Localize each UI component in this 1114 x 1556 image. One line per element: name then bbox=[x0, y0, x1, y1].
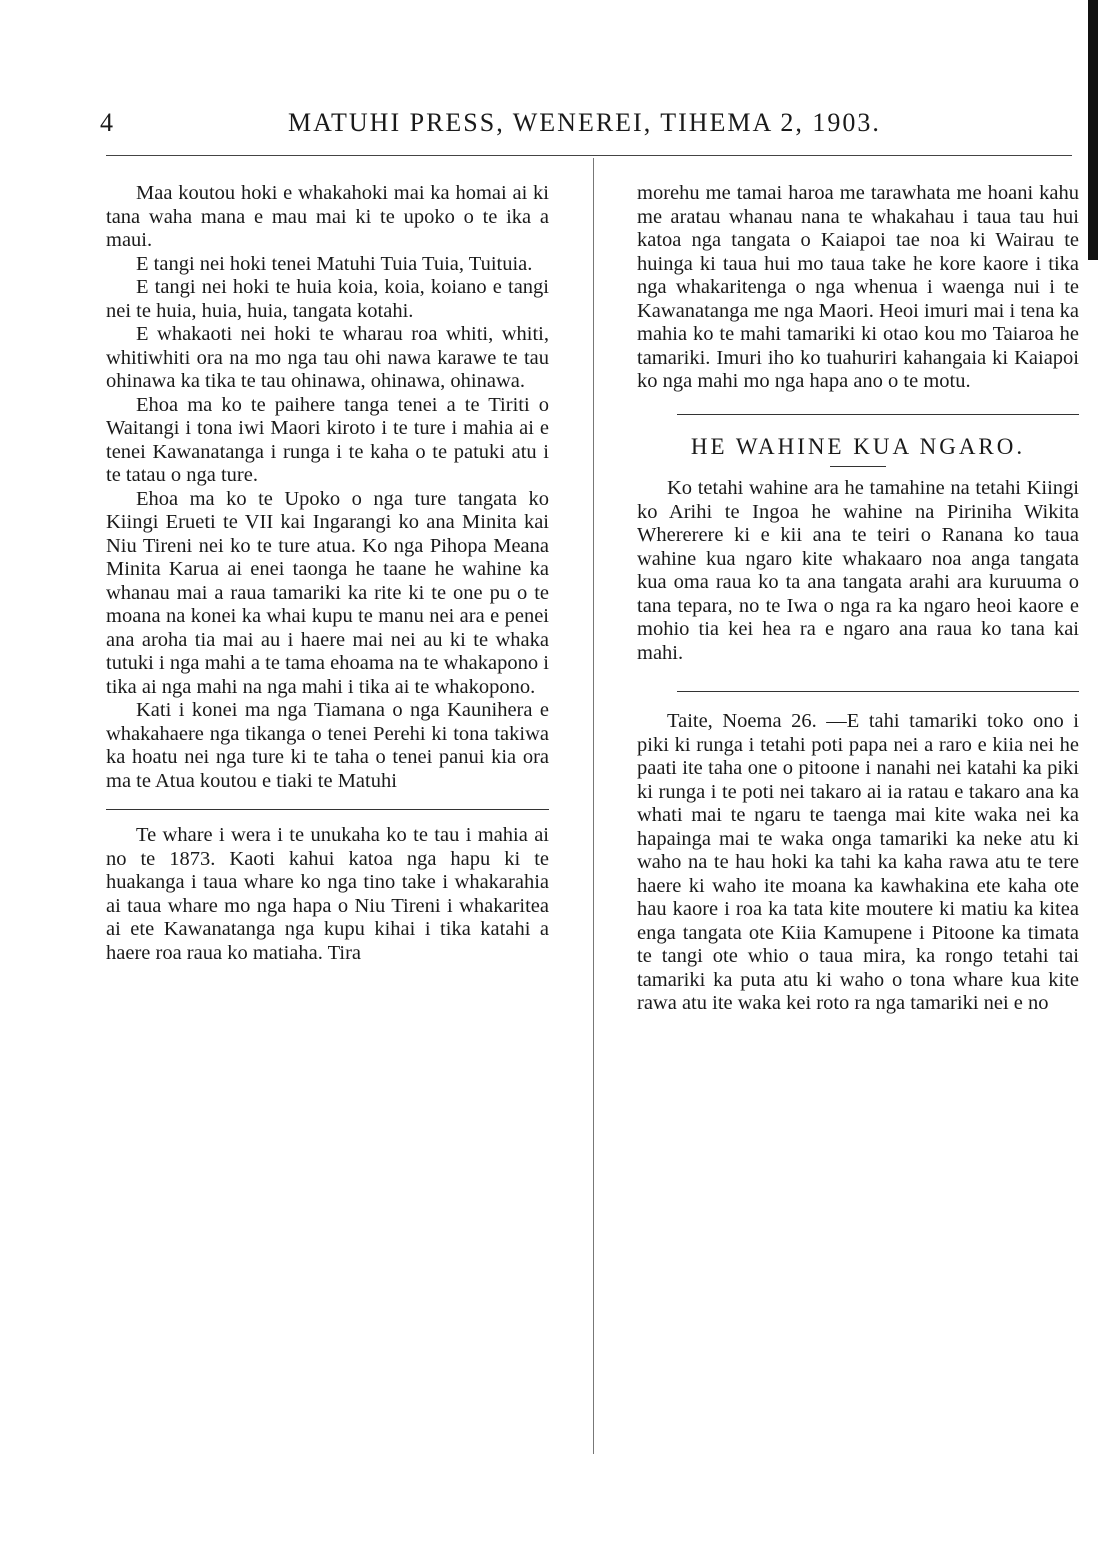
paragraph: Taite, Noema 26. —E tahi tamariki toko ono i piki ki runga i tetahi poti papa nei a raro e kiia nei he paati ite taha one o pitoone i nanahi nei katahi ka piki ki runga i te poti nei takaro ai ia ratau e takaro ana ka whati mai te ngaru te taenga mai kite waka nei ka hapainga mai te waka onga tamariki ka neke atu ki waho na te hau hoki ka tahi ka kaha rawa atu te tere haere ki waho ite moana ka kawhakina ete kaha ote hau kaore i roa ka tata kite moutere ki matiu ka kitea enga tangata ote Kiia Kamupene i Pitoone ka timata te tangi ote whio o taua mira, ka rongo tetahi tai tamariki ka puta atu ki waho o tona whare kua kite rawa atu ite waka kei roto ra nga tamariki nei e no bbox=[637, 710, 1079, 1014]
left-column bbox=[106, 182, 549, 965]
section-rule bbox=[677, 414, 1079, 415]
heading-rule bbox=[830, 466, 886, 467]
paragraph: Maa koutou hoki e whakahoki mai ka homai ai ki tana waha mana e mau mai ki te upoko o te ika a maui. bbox=[106, 182, 549, 251]
paragraph: Ehoa ma ko te paihere tanga tenei a te Tiriti o Waitangi i tona iwi Maori kiroto i te ture i mahia ai e tenei Kawanatanga i runga i te kaha o te patuki atu i te tatau o nga ture. bbox=[106, 393, 549, 486]
paragraph: Ko tetahi wahine ara he tamahine na tetahi Kiingi ko Arihi te Ingoa he wahine na Piriniha Wikita Whererere ki e kii ana te teiri o Ranana ko taua wahine kua ngaro kite whakaaro noa anga tangata kua oma raua ko ta ana tangata arahi ara kuruuma o tana tepara, no te Iwa o nga ra ka ngaro heoi kaore e mohio tia kei hea ra e ngaro ana raua ko tana kai mahi. bbox=[637, 477, 1079, 664]
article-heading: HE WAHINE KUA NGARO. bbox=[690, 433, 1026, 459]
section-rule bbox=[677, 691, 1079, 692]
section-rule bbox=[106, 809, 549, 810]
running-head: MATUHI PRESS, WENEREI, TIHEMA 2, 1903. bbox=[288, 108, 881, 137]
page-number: 4 bbox=[100, 108, 113, 137]
paragraph: morehu me tamai haroa me tarawhata me hoani kahu me aratau whanau nana te whakahau i taua tau hui katoa nga tangata o Kaiapoi tae noa ki Wairau te huinga ki taua hui mo taua take he kore kaore i tika nga whakaritenga o nga whenua i waenga nui i te Kawanatanga me nga Maori. Heoi imuri mai i tena ka mahia ko te mahi tamariki ki otao kou mo Taiaroa he tamariki. Imuri iho ko tuahuriri kahangaia ki Kaiapoi ko nga mahi mo nga hapa ano o te motu. bbox=[637, 182, 1079, 392]
header-rule bbox=[106, 155, 1072, 156]
paragraph: E whakaoti nei hoki te wharau roa whiti, whiti, whitiwhiti ora na mo nga tau ohi nawa karawe te tau ohinawa ka tika te tau ohinawa, ohinawa, ohinawa. bbox=[106, 323, 549, 392]
paragraph: Kati i konei ma nga Tiamana o nga Kaunihera e whakahaere nga tikanga o tenei Perehi ki tona takiwa ka hoatu nei nga ture ki te taha o tenei panui kia ora ma te Atua koutou e tiaki te Matuhi bbox=[106, 699, 549, 792]
right-column bbox=[637, 182, 1079, 1016]
paragraph: Ehoa ma ko te Upoko o nga ture tangata ko Kiingi Erueti te VII kai Ingarangi ko ana Minita kai Niu Tireni nei ko te ture atua. Ko nga Pihopa Meana Minita Karua ai enei taonga he taane he wahine ka whanau mai a raua tamariki ka rite ki te one pu o te moana na konei ka whai kupu te manu nei ara e penei ana aroha tia mai au i haere mai nei au ki te whaka tutuki i nga mahi a te tama ehoama na te whakapono i tika ai nga mahi na nga mahi i tika ai te whakopono. bbox=[106, 487, 549, 698]
paragraph: E tangi nei hoki te huia koia, koia, koiano e tangi nei te huia, huia, huia, tangata kotahi. bbox=[106, 276, 549, 322]
column-divider bbox=[593, 158, 594, 1454]
paragraph: E tangi nei hoki tenei Matuhi Tuia Tuia, Tuituia. bbox=[136, 252, 533, 275]
page-edge-bar bbox=[1088, 0, 1098, 260]
paragraph: Te whare i wera i te unukaha ko te tau i mahia ai no te 1873. Kaoti kahui katoa nga hapu ki te huakanga i taua whare ko nga tino take i whakarahia ai taua whare mo nga hapa o Niu Tireni i whakaritea ai ete Kawanatanga nga kupu kihai i tika katahi a haere roa raua ko matiaha. Tira bbox=[106, 824, 549, 964]
